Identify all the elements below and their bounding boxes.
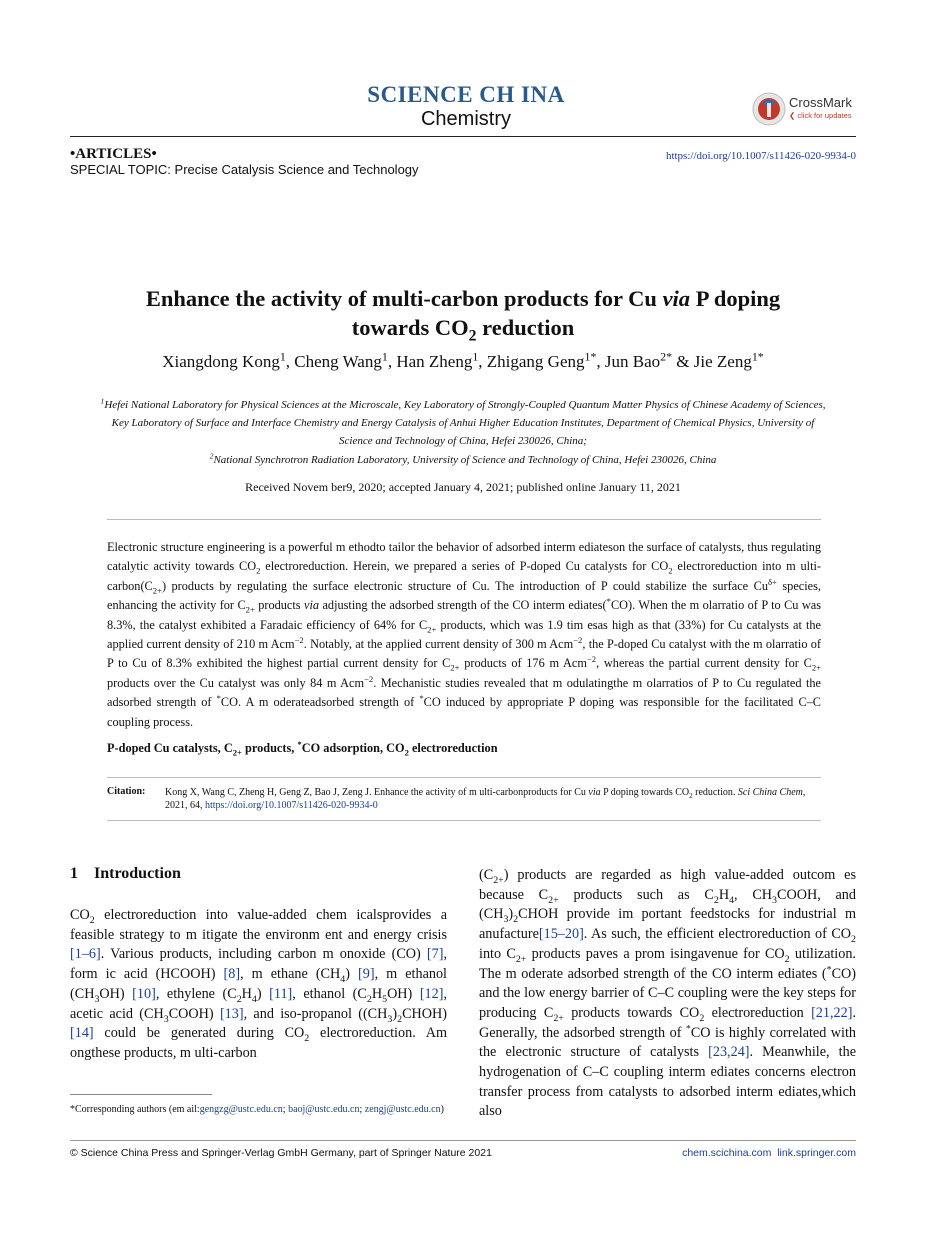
header-rule [70,136,856,137]
ref-link[interactable]: [15–20] [538,926,584,943]
footer-rule [70,1140,856,1141]
email-link[interactable]: gengzg@ustc.edu.cn [199,1104,283,1115]
intro-column-right: $(C_{2+})$ products are regarded as high value-added outcom es because $C_{2+}$ products such as $C_2H_4$, $CH_3COOH$, and $(CH_3)_2CHOH$ provide im portant feedstocks for industrial m anufacture[15–20]. As such, the efficient electroreduction of $CO_2$ into $C_{2+}$ products paves a prom isingavenue for $CO_2$ utilization. The m oderate adsorbed strength of the CO interm ediates (*CO) and the low energy barrier of C–C coupling were the key steps for producing $C_{2+}$ products towards $CO_2$ electroreduction [21,22]. Generally, the adsorbed strength of *CO is highly correlated with the electronic structure of catalysts [23,24]. Meanwhile, the hydrogenation of C–C coupling interm ediates concerns electron transfer process from catalysts to adsorbed interm ediates,which also [479,867,856,1120]
crossmark-sub: ❮ click for updates [789,111,852,120]
special-topic: SPECIAL TOPIC: Precise Catalysis Science and Technology [70,162,419,177]
ref-link[interactable]: [10] [132,985,156,1002]
citation-bottom-rule [107,820,821,821]
citation-doi-link[interactable]: https://doi.org/10.1007/s11426-020-9934-0 [205,800,378,811]
ref-link[interactable]: [9] [358,966,375,983]
ref-link[interactable]: [14] [70,1025,94,1042]
section-label: •ARTICLES• [70,146,157,162]
citation-label: Citation: [107,786,146,797]
citation-text: Kong X, Wang C, Zheng H, Geng Z, Bao J, Zeng J. Enhance the activity of m ulti-carbonproducts for Cu via P doping towards $CO_2$ reduction. Sci China Chem, 2021, 64, https://doi.org/10.1007/s11426-020-9934-0 [165,787,806,811]
footnote-corresponding: *Corresponding authors (em ail:gengzg@ustc.edu.cn; baoj@ustc.edu.cn; zengj@ustc.edu.cn) [70,1104,444,1115]
ref-link[interactable]: [21,22] [811,1004,853,1021]
crossmark-icon [752,92,786,126]
crossmark-badge[interactable] [752,92,862,126]
ref-link[interactable]: [12] [419,985,444,1002]
ref-link[interactable]: [1–6] [70,946,101,963]
email-link[interactable]: baoj@ustc.edu.cn [288,1104,360,1115]
ref-link[interactable]: [23,24] [708,1044,750,1061]
doi-link[interactable]: https://doi.org/10.1007/s11426-020-9934-0 [665,150,856,162]
footer-link-chem[interactable]: chem.scichina.com [682,1147,772,1159]
copyright: © Science China Press and Springer-Verlag GmbH Germany, part of Springer Nature 2021 [70,1147,492,1159]
ref-link[interactable]: [7] [426,946,444,963]
abstract-top-rule [107,519,821,520]
author-list: Xiangdong Kong$^1$, Cheng Wang$^1$, Han Zheng$^1$, Zhigang Geng$^{1*}$, Jun Bao$^{2*}$ & Jie Zeng$^{1*}$ [162,349,764,371]
email-link[interactable]: zengj@ustc.edu.cn [364,1104,441,1115]
journal-title: SCIENCE CH INA [367,82,565,107]
footer-links [600,1147,856,1159]
ref-link[interactable]: [11] [269,985,293,1002]
article-title: Enhance the activity of multi-carbon products for Cu via P doping towards $CO_2$ reduction [145,286,781,345]
affiliations: $^1$Hefei National Laboratory for Physical Sciences at the Microscale, Key Laboratory of Strongly-Coupled Quantum Matter Physics of Chinese Academy of Sciences, Key Laboratory of Surface and Interface Chemistry and Energy Catalysis of Anhui Higher Education Institutes, Department of Chemical Physics, University of Science and Technology of China, Hefei 230026, China; $^2$National Synchrotron Radiation Laboratory, University of Science and Technology of China, Hefei 230026, China [100,396,826,466]
footer-link-springer[interactable]: link.springer.com [777,1147,856,1159]
section-heading: 1 Introduction [70,865,181,882]
journal-subtitle: Chemistry [420,108,511,130]
ref-link[interactable]: [8] [223,966,241,983]
footnote-rule [70,1094,212,1095]
ref-link[interactable]: [13] [219,1005,244,1022]
received-dates: Received Novem ber9, 2020; accepted January 4, 2021; published online January 11, 2021 [245,480,681,494]
crossmark-label: CrossMark [789,95,852,110]
citation-top-rule [107,777,821,778]
abstract: Electronic structure engineering is a powerful m ethodto tailor the behavior of adsorbed interm ediateson the surface of catalysts, thus regulating catalytic activity towards $CO_2$ electroreduction. Herein, we prepared a series of P-doped Cu catalysts for $CO_2$ electroreduction into m ulti-$carbon(C_{2+})$ products by regulating the surface electronic structure of Cu. The introduction of P could stabilize the surface $Cu^{\delta+}$ species, enhancing the activity for $C_{2+}$ products via adjusting the adsorbed strength of the CO interm ediates(*CO). When the m olarratio of P to Cu was 8.3%, the catalyst exhibited a Faradaic efficiency of 64% for $C_{2+}$ products, which was 1.9 tim esas high as that (33%) for Cu catalysts at the applied current density of 210 m Acm$^{-2}$. Notably, at the applied current density of 300 m Acm$^{-2}$, the P-doped Cu catalyst with the m olarratio of P to Cu of 8.3% exhibited the highest partial current density for $C_{2+}$ products of 176 m Acm$^{-2}$, whereas the partial current density for $C_{2+}$ products over the Cu catalyst was only 84 m Acm$^{-2}$. Mechanistic studies revealed that m odulatingthe m olarratios of P to Cu regulated the adsorbed strength of *CO. A m oderateadsorbed strength of *CO induced by appropriate P doping was responsible for the facilitated C–C coupling process. [107,540,822,729]
intro-column-left: $CO_2$ electroreduction into value-added chem icalsprovides a feasible strategy to m itigate the environm ent and energy crisis [1–6]. Various products, including carbon m onoxide (CO) [7], form ic acid (HCOOH) [8], m ethane $(CH_4)$ [9], m ethanol $(CH_3OH)$ [10], ethylene $(C_2H_4)$ [11], ethanol $(C_2H_5OH)$ [12], acetic acid $(CH_3COOH)$ [13], and iso-propanol $((CH_3)_2CHOH)$ [14] could be generated during $CO_2$ electroreduction. Am ongthese products, m ulti-carbon [70,907,448,1061]
keywords: P-doped Cu catalysts, $C_{2+}$ products, *CO adsorption, $CO_2$ electroreduction [107,738,498,758]
